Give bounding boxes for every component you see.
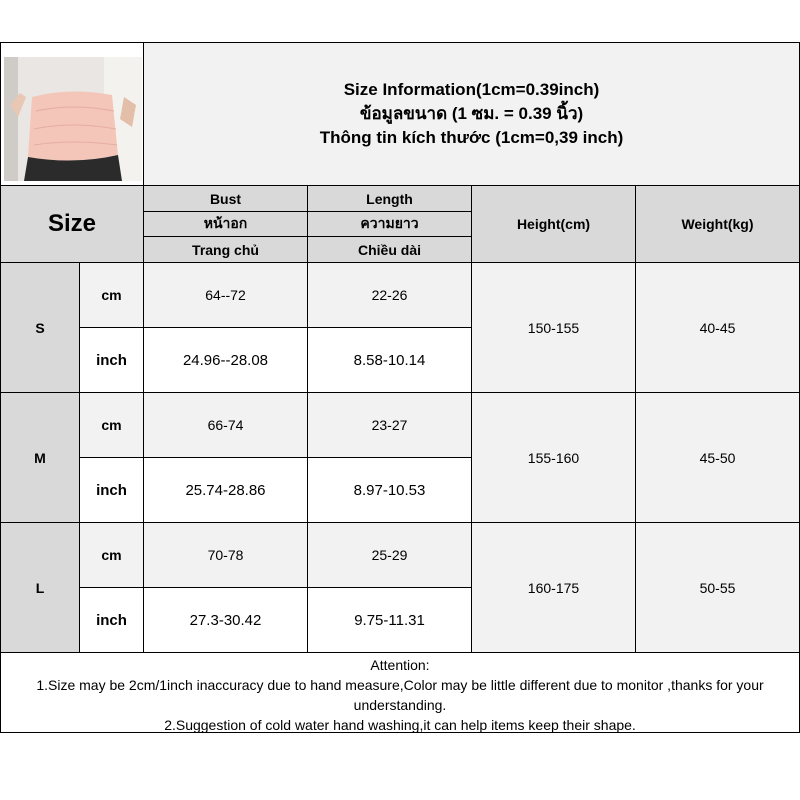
bust-cm-l: 70-78 <box>144 523 308 588</box>
unit-label-cm: cm <box>80 393 144 458</box>
length-cm-m: 23-27 <box>308 393 472 458</box>
weight-header: Weight(kg) <box>636 186 800 263</box>
length-header-en: Length <box>308 186 472 212</box>
bust-cm-s: 64--72 <box>144 263 308 328</box>
unit-label-inch: inch <box>80 458 144 523</box>
weight-l: 50-55 <box>636 523 800 653</box>
size-label-l: L <box>0 523 80 653</box>
length-inch-l: 9.75-11.31 <box>308 588 472 653</box>
attention-notes <box>0 653 800 733</box>
bust-inch-l: 27.3-30.42 <box>144 588 308 653</box>
length-header-vi: Chiều dài <box>308 237 472 263</box>
size-info-title <box>144 42 800 186</box>
title-english: Size Information(1cm=0.39inch) <box>343 80 600 99</box>
size-label-s: S <box>0 263 80 393</box>
bust-header-vi: Trang chủ <box>144 237 308 263</box>
bust-header-th: หน้าอก <box>144 212 308 237</box>
title-thai: ข้อมูลขนาด (1 ซม. = 0.39 นิ้ว) <box>359 104 584 123</box>
weight-s: 40-45 <box>636 263 800 393</box>
title-vietnamese: Thông tin kích thước (1cm=0,39 inch) <box>319 128 624 147</box>
attention-note-1: 1.Size may be 2cm/1inch inaccuracy due to hand measure,Color may be little different due to monitor ,thanks for your understanding. <box>36 677 764 713</box>
height-l: 160-175 <box>472 523 636 653</box>
unit-label-cm: cm <box>80 523 144 588</box>
length-inch-m: 8.97-10.53 <box>308 458 472 523</box>
size-label-m: M <box>0 393 80 523</box>
bust-inch-s: 24.96--28.08 <box>144 328 308 393</box>
unit-label-inch: inch <box>80 588 144 653</box>
bust-inch-m: 25.74-28.86 <box>144 458 308 523</box>
unit-label-cm: cm <box>80 263 144 328</box>
product-photo <box>4 57 142 181</box>
product-photo-cell <box>0 42 144 186</box>
attention-note-2: 2.Suggestion of cold water hand washing,it can help items keep their shape. <box>164 717 636 733</box>
height-m: 155-160 <box>472 393 636 523</box>
length-cm-l: 25-29 <box>308 523 472 588</box>
bust-cm-m: 66-74 <box>144 393 308 458</box>
weight-m: 45-50 <box>636 393 800 523</box>
bust-header-en: Bust <box>144 186 308 212</box>
height-header: Height(cm) <box>472 186 636 263</box>
length-inch-s: 8.58-10.14 <box>308 328 472 393</box>
length-cm-s: 22-26 <box>308 263 472 328</box>
attention-heading: Attention: <box>370 657 430 673</box>
size-header: Size <box>0 186 144 263</box>
unit-label-inch: inch <box>80 328 144 393</box>
length-header-th: ความยาว <box>308 212 472 237</box>
height-s: 150-155 <box>472 263 636 393</box>
